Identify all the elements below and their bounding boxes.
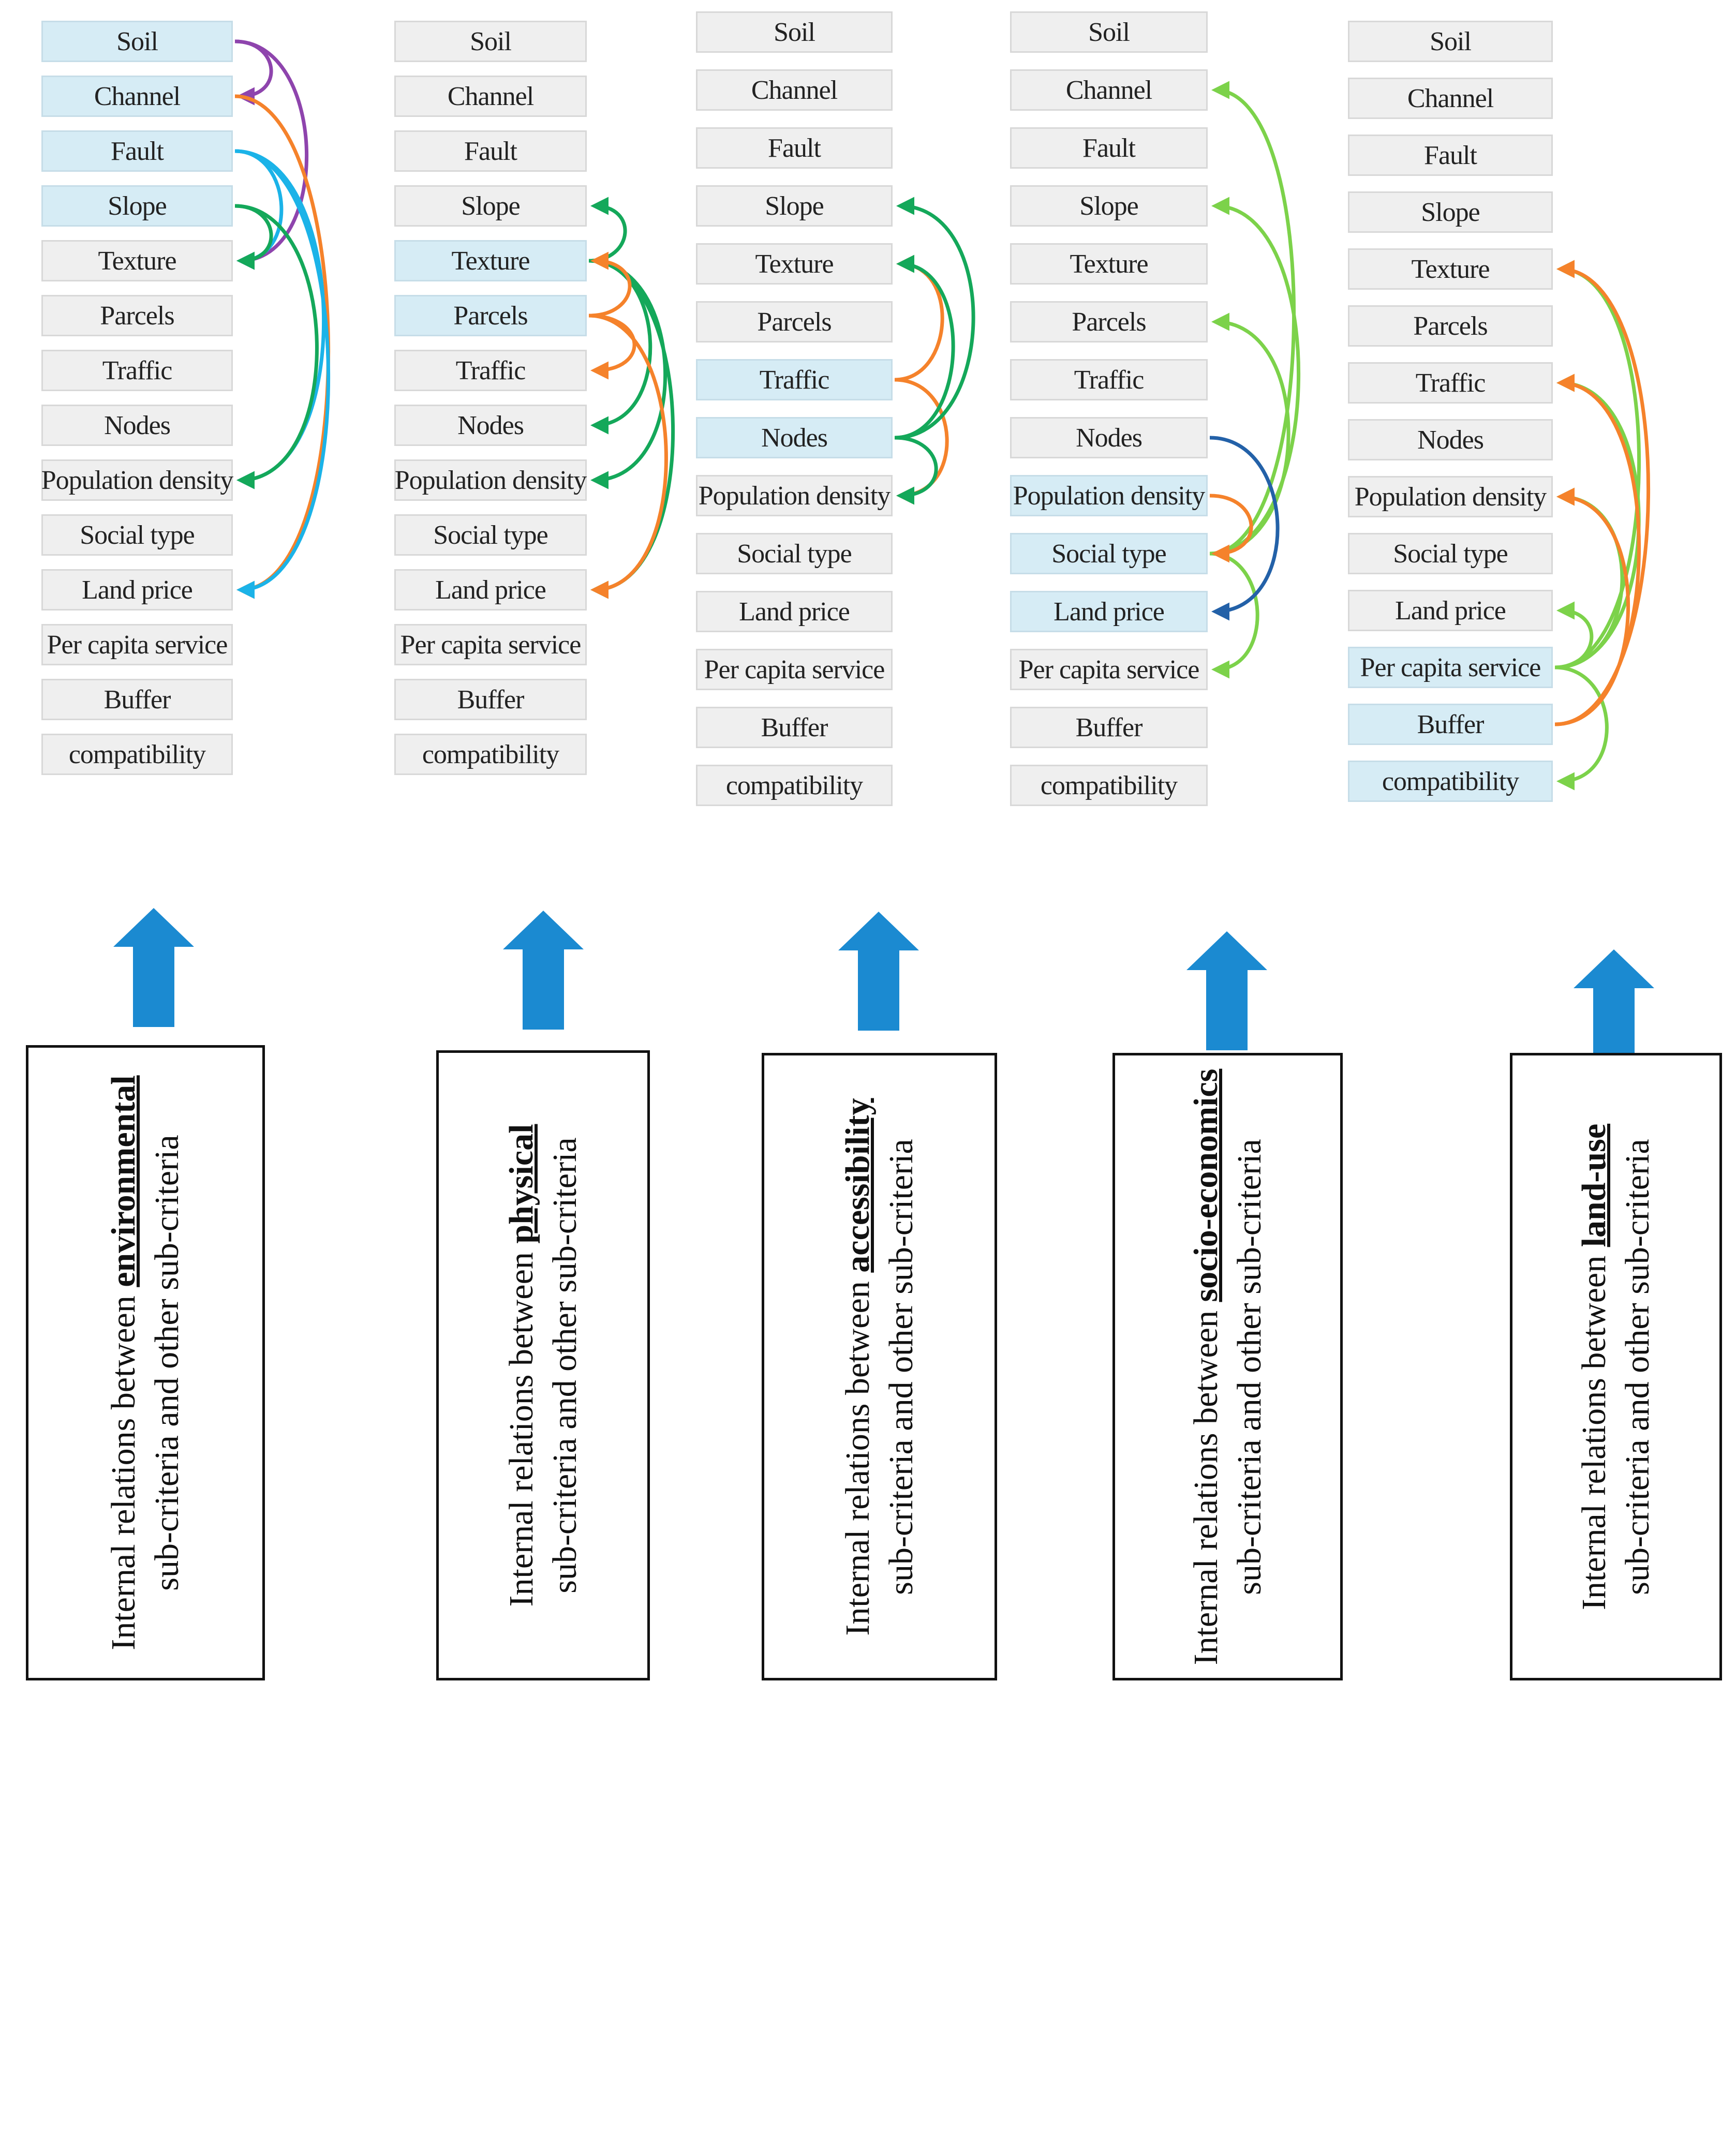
criterion-land-use-slope: Slope	[1348, 191, 1553, 233]
criterion-socio-economics-social-type: Social type	[1010, 533, 1208, 574]
description-box-socio-economics	[1112, 1053, 1343, 1680]
description-prefix: Internal relations between	[1186, 1310, 1225, 1665]
criterion-physical-texture: Texture	[394, 240, 587, 281]
relation-arc-accessibility-2	[895, 206, 973, 438]
relation-arc-socio-economics-1	[1210, 206, 1299, 554]
criterion-physical-fault: Fault	[394, 130, 587, 172]
relation-arc-socio-economics-5	[1210, 438, 1278, 612]
relation-arc-physical-1	[589, 261, 650, 425]
criterion-land-use-compatibility: compatibility	[1348, 761, 1553, 802]
criterion-socio-economics-per-capita-service: Per capita service	[1010, 649, 1208, 690]
description-prefix: Internal relations between	[105, 1296, 142, 1650]
relation-arc-physical-4	[589, 261, 630, 316]
description-box-accessibility	[762, 1053, 997, 1680]
description-prefix: Internal relations between	[1575, 1255, 1613, 1610]
criterion-environmental-fault: Fault	[41, 130, 233, 172]
criterion-environmental-texture: Texture	[41, 240, 233, 281]
description-keyword: socio-economics	[1186, 1068, 1225, 1302]
description-keyword: accessibility	[838, 1097, 877, 1273]
description-keyword: land-use	[1575, 1123, 1613, 1247]
criterion-physical-traffic: Traffic	[394, 350, 587, 391]
description-text	[1538, 591, 1694, 2143]
criterion-physical-land-price: Land price	[394, 569, 587, 611]
criterion-socio-economics-population-density: Population density	[1010, 475, 1208, 516]
criterion-accessibility-fault: Fault	[696, 127, 893, 169]
description-box-land-use	[1510, 1053, 1722, 1680]
description-box-physical	[436, 1050, 650, 1680]
description-suffix: sub-criteria and other sub-criteria	[545, 1137, 584, 1594]
description-suffix: sub-criteria and other sub-criteria	[1619, 1138, 1656, 1595]
criterion-socio-economics-slope: Slope	[1010, 185, 1208, 227]
criterion-accessibility-nodes: Nodes	[696, 417, 893, 458]
criterion-accessibility-social-type: Social type	[696, 533, 893, 574]
criterion-land-use-texture: Texture	[1348, 248, 1553, 290]
criterion-land-use-channel: Channel	[1348, 78, 1553, 119]
criterion-physical-social-type: Social type	[394, 514, 587, 556]
criterion-physical-population-density: Population density	[394, 459, 587, 501]
criterion-environmental-population-density: Population density	[41, 459, 233, 501]
criterion-environmental-compatibility: compatibility	[41, 734, 233, 775]
criterion-socio-economics-texture: Texture	[1010, 243, 1208, 285]
criterion-environmental-per-capita-service: Per capita service	[41, 624, 233, 665]
criterion-accessibility-soil: Soil	[696, 11, 893, 53]
criterion-accessibility-channel: Channel	[696, 69, 893, 111]
description-suffix: sub-criteria and other sub-criteria	[148, 1135, 186, 1591]
criterion-physical-compatibility: compatibility	[394, 734, 587, 775]
criterion-land-use-population-density: Population density	[1348, 476, 1553, 517]
criterion-physical-slope: Slope	[394, 185, 587, 227]
criterion-environmental-slope: Slope	[41, 185, 233, 227]
criterion-environmental-nodes: Nodes	[41, 405, 233, 446]
criterion-land-use-land-price: Land price	[1348, 590, 1553, 631]
criterion-accessibility-population-density: Population density	[696, 475, 893, 516]
criterion-land-use-soil: Soil	[1348, 21, 1553, 62]
description-keyword: physical	[502, 1124, 540, 1244]
criterion-environmental-buffer: Buffer	[41, 679, 233, 720]
criterion-land-use-buffer: Buffer	[1348, 704, 1553, 745]
criterion-environmental-soil: Soil	[41, 21, 233, 62]
description-keyword: environmental	[105, 1075, 142, 1287]
criterion-land-use-per-capita-service: Per capita service	[1348, 647, 1553, 688]
description-suffix: sub-criteria and other sub-criteria	[1230, 1138, 1268, 1595]
criterion-socio-economics-buffer: Buffer	[1010, 707, 1208, 748]
criterion-socio-economics-compatibility: compatibility	[1010, 765, 1208, 806]
criterion-land-use-parcels: Parcels	[1348, 305, 1553, 347]
criterion-accessibility-buffer: Buffer	[696, 707, 893, 748]
description-text	[1150, 591, 1305, 2143]
criterion-accessibility-slope: Slope	[696, 185, 893, 227]
criterion-socio-economics-soil: Soil	[1010, 11, 1208, 53]
criterion-accessibility-land-price: Land price	[696, 591, 893, 632]
criterion-land-use-social-type: Social type	[1348, 533, 1553, 574]
criterion-accessibility-texture: Texture	[696, 243, 893, 285]
criterion-accessibility-compatibility: compatibility	[696, 765, 893, 806]
relation-arc-socio-economics-4	[1210, 496, 1251, 554]
criterion-socio-economics-channel: Channel	[1010, 69, 1208, 111]
criterion-physical-nodes: Nodes	[394, 405, 587, 446]
criterion-land-use-traffic: Traffic	[1348, 362, 1553, 404]
criterion-socio-economics-nodes: Nodes	[1010, 417, 1208, 458]
description-box-environmental	[26, 1045, 265, 1680]
criterion-socio-economics-traffic: Traffic	[1010, 359, 1208, 400]
description-text	[802, 591, 957, 2143]
description-prefix: Internal relations between	[502, 1252, 540, 1607]
criterion-physical-soil: Soil	[394, 21, 587, 62]
criterion-physical-parcels: Parcels	[394, 295, 587, 336]
criterion-socio-economics-land-price: Land price	[1010, 591, 1208, 632]
relation-arc-accessibility-4	[895, 438, 936, 496]
description-text	[466, 589, 621, 2141]
description-prefix: Internal relations between	[838, 1281, 877, 1636]
relation-arc-environmental-2	[235, 96, 329, 590]
criterion-environmental-parcels: Parcels	[41, 295, 233, 336]
criterion-land-use-fault: Fault	[1348, 135, 1553, 176]
criterion-accessibility-parcels: Parcels	[696, 301, 893, 343]
criterion-socio-economics-fault: Fault	[1010, 127, 1208, 169]
criterion-environmental-social-type: Social type	[41, 514, 233, 556]
description-suffix: sub-criteria and other sub-criteria	[882, 1138, 920, 1595]
criterion-socio-economics-parcels: Parcels	[1010, 301, 1208, 343]
criterion-accessibility-per-capita-service: Per capita service	[696, 649, 893, 690]
relation-arc-physical-5	[589, 316, 634, 370]
criterion-accessibility-traffic: Traffic	[696, 359, 893, 400]
relation-arc-physical-0	[589, 206, 625, 261]
criterion-environmental-land-price: Land price	[41, 569, 233, 611]
criterion-physical-buffer: Buffer	[394, 679, 587, 720]
relation-arc-physical-6	[589, 316, 666, 590]
criterion-land-use-nodes: Nodes	[1348, 419, 1553, 460]
criterion-physical-per-capita-service: Per capita service	[394, 624, 587, 665]
criterion-environmental-traffic: Traffic	[41, 350, 233, 391]
criterion-environmental-channel: Channel	[41, 76, 233, 117]
description-text	[68, 587, 223, 2139]
criterion-physical-channel: Channel	[394, 76, 587, 117]
